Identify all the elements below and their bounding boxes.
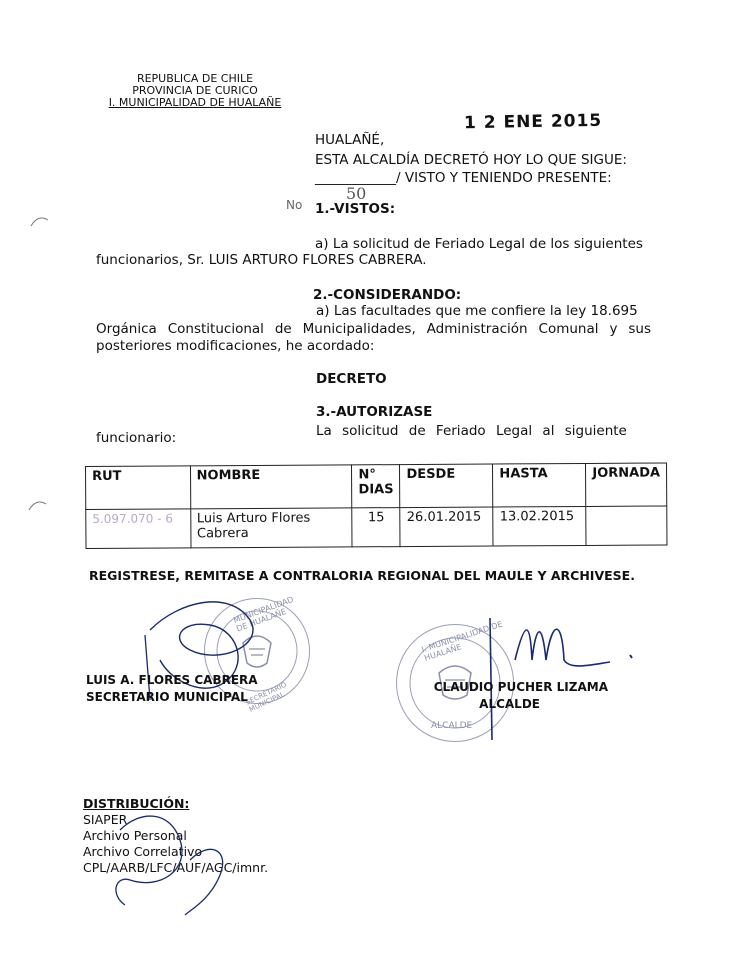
date-stamp: 1 2 ENE 2015 [463, 110, 603, 134]
left-signatory-name: LUIS A. FLORES CABRERA [86, 673, 258, 687]
header-line-provincia: PROVINCIA DE CURICO [132, 84, 258, 97]
feriado-table [85, 462, 667, 549]
right-seal-text-top: I. MUNICIPALIDAD DE HUALAÑE [420, 619, 504, 663]
header-rut: RUT [86, 466, 191, 510]
distribution-heading: DISTRIBUCIÓN: [83, 796, 190, 811]
distribution-item-archivo-personal: Archivo Personal [83, 828, 187, 843]
cell-jornada [586, 506, 667, 545]
decree-number-prefix: No [286, 198, 303, 212]
punch-hole-mark-bottom [26, 496, 50, 516]
decree-number: 50 [346, 184, 367, 203]
header-nombre: NOMBRE [190, 465, 352, 509]
distribution-item-archivo-correlativo: Archivo Correlativo [83, 844, 203, 859]
autorizase-heading: 3.-AUTORIZASE [316, 404, 433, 420]
cell-hasta: 13.02.2015 [493, 506, 586, 546]
cell-nombre: Luis Arturo Flores Cabrera [190, 508, 352, 548]
left-signatory-title: SECRETARIO MUNICIPAL [86, 690, 248, 704]
considerando-line-2: Orgánica Constitucional de Municipalidades, Administración Comunal y sus [96, 321, 651, 337]
header-line-municipalidad: I. MUNICIPALIDAD DE HUALAÑE [108, 96, 282, 109]
alcaldia-line: ESTA ALCALDÍA DECRETÓ HOY LO QUE SIGUE: [315, 152, 627, 168]
header-dias [352, 465, 400, 508]
considerando-line-3: posteriores modificaciones, he acordado: [96, 338, 375, 354]
punch-hole-mark-top [28, 212, 52, 232]
left-signatory [86, 672, 258, 706]
distribution-item-siaper: SIAPER [83, 812, 128, 827]
cell-dias: 15 [352, 508, 400, 547]
right-signatory [420, 679, 608, 713]
right-seal-text-bottom: ALCALDE [431, 721, 473, 731]
right-signatory-name: CLAUDIO PUCHER LIZAMA [433, 680, 608, 694]
visto-text: VISTO Y TENIENDO PRESENTE: [404, 170, 612, 186]
header-hasta: HASTA [493, 463, 586, 507]
cell-rut: 5.097.070 - 6 [86, 509, 191, 549]
autorizase-line-1: La solicitud de Feriado Legal al siguiente [316, 423, 627, 439]
header-dias-line-2: DIAS [358, 482, 394, 498]
header-desde: DESDE [400, 464, 493, 508]
considerando-heading: 2.-CONSIDERANDO: [313, 287, 462, 303]
left-seal-text-bottom: SECRETARIO MUNICIPAL [244, 680, 288, 714]
cell-desde: 26.01.2015 [400, 507, 493, 547]
header-line-republica: REPUBLICA DE CHILE [136, 72, 254, 85]
header-dias-line-1: N° [358, 467, 376, 483]
left-seal-text-top: MUNICIPALIDAD DE HUALAÑE [232, 594, 295, 634]
considerando-line-1: a) Las facultades que me confiere la ley 18.695 [316, 303, 638, 319]
vistos-heading: 1.-VISTOS: [315, 201, 396, 217]
table-row [86, 506, 667, 549]
right-signature [470, 600, 650, 750]
initials-scribble [100, 800, 260, 920]
decree-number-blank: ____________/ [315, 170, 401, 186]
vistos-text-2: funcionarios, Sr. LUIS ARTURO FLORES CABRERA. [96, 252, 427, 268]
distribution-item-initials: CPL/AARB/LFC/AUF/AGC/imnr. [83, 860, 269, 875]
letterhead [100, 73, 290, 109]
autorizase-line-2: funcionario: [96, 430, 177, 446]
place-text: HUALAÑÉ, [315, 132, 385, 148]
header-jornada: JORNADA [586, 463, 667, 506]
vistos-text-1: a) La solicitud de Feriado Legal de los siguientes [315, 236, 643, 252]
registrese-line: REGISTRESE, REMITASE A CONTRALORIA REGIONAL DEL MAULE Y ARCHIVESE. [89, 568, 635, 583]
table-header-row [86, 463, 667, 510]
decreto-heading: DECRETO [316, 371, 387, 387]
right-signatory-title: ALCALDE [479, 697, 540, 711]
